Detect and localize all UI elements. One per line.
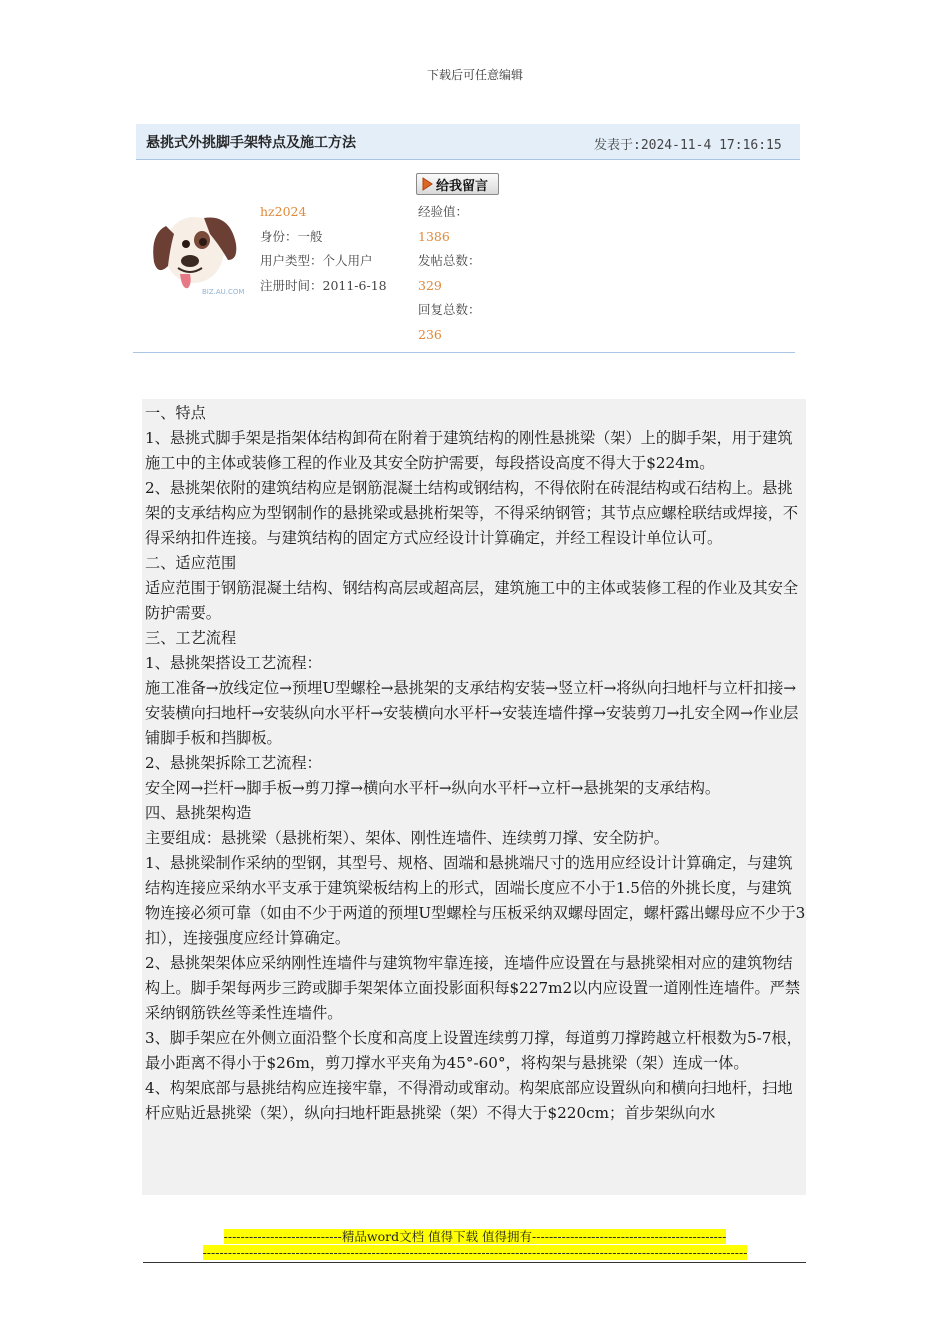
replies-value: 236 [418,326,442,342]
arrow-right-icon [421,177,433,191]
footer-dashes-text: --------------------------------------------------------------------------------------------------------------------------------- [202,1245,748,1260]
paragraph: 1、悬挑梁制作采纳的型钢，其型号、规格、固端和悬挑端尺寸的选用应经设计计算确定，与建筑结构连接应采纳水平支承于建筑梁板结构上的形式，固端长度应不小于1.5倍的外挑长度，与建筑物连接必须可靠（如由不少于两道的预埋U型螺栓与压板采纳双螺母固定，螺杆露出螺母应不少于3扣），连接强度应经计算确定。 [145,854,806,947]
section-heading: 二、适应范围 [145,554,237,572]
user-stats [418,200,508,347]
article-body [142,399,806,1195]
posts-label: 发帖总数： [418,253,481,268]
paragraph: 3、脚手架应在外侧立面沿整个长度和高度上设置连续剪刀撑，每道剪刀撑跨越立杆根数为5-7根，最小距离不得小于$26m，剪刀撑水平夹角为45°-60°，将构架与悬挑梁（架）连成一体。 [145,1029,802,1072]
section-heading: 四、悬挑架构造 [145,804,252,822]
user-registered: 注册时间：2011-6-18 [260,277,387,293]
paragraph: 安全网→拦杆→脚手板→剪刀撑→横向水平杆→纵向水平杆→立杆→悬挑架的支承结构。 [145,779,721,797]
paragraph: 2、悬挑架拆除工艺流程： [145,754,322,772]
avatar-watermark: BIZ.AU.COM [202,288,245,296]
post-title: 悬挑式外挑脚手架特点及施工方法 [146,134,356,151]
leave-message-label: 给我留言 [436,178,489,194]
posts-value: 329 [418,277,442,293]
post-date: 发表于:2024-11-4 17:16:15 [594,138,782,153]
header-divider [133,352,795,353]
user-identity: 身份：一般 [260,228,323,244]
leave-message-button[interactable] [416,173,499,195]
section-heading: 三、工艺流程 [145,629,237,647]
paragraph: 施工准备→放线定位→预埋U型螺栓→悬挑架的支承结构安装→竖立杆→将纵向扫地杆与立杆扣接→安装横向扫地杆→安装纵向水平杆→安装横向水平杆→安装连墙件撑→安装剪刀→扎安全网→作业层铺脚手板和挡脚板。 [145,679,799,747]
user-info [260,200,400,298]
footer-rule [143,1262,806,1263]
footer-banner-text: ----------------------------精品word文档 值得下载 值得拥有---------------------------------------------- [223,1229,727,1244]
paragraph: 主要组成：悬挑梁（悬挑桁架）、架体、刚性连墙件、连续剪刀撑、安全防护。 [145,829,669,847]
paragraph: 适应范围于钢筋混凝土结构、钢结构高层或超高层，建筑施工中的主体或装修工程的作业及其安全防护需要。 [145,579,799,622]
paragraph: 4、构架底部与悬挑结构应连接牢靠，不得滑动或窜动。构架底部应设置纵向和横向扫地杆，扫地杆应贴近悬挑梁（架），纵向扫地杆距悬挑梁（架）不得大于$220cm；首步架纵向水 [145,1079,793,1122]
avatar[interactable] [144,204,245,300]
paragraph: 1、悬挑式脚手架是指架体结构卸荷在附着于建筑结构的刚性悬挑梁（架）上的脚手架，用于建筑施工中的主体或装修工程的作业及其安全防护需要，每段搭设高度不得大于$224m。 [145,429,793,472]
exp-label: 经验值： [418,204,469,219]
footer-banner [0,1229,950,1245]
download-note: 下载后可任意编辑 [426,68,523,82]
post-header [136,124,800,160]
footer-dashes [0,1245,950,1261]
paragraph: 2、悬挑架依附的建筑结构应是钢筋混凝土结构或钢结构，不得依附在砖混结构或石结构上。悬挑架的支承结构应为型钢制作的悬挑梁或悬挑桁架等，不得采纳钢管；其节点应螺栓联结或焊接，不得采纳扣件连接。与建筑结构的固定方式应经设计计算确定，并经工程设计单位认可。 [145,479,799,547]
paragraph: 2、悬挑架架体应采纳刚性连墙件与建筑物牢靠连接，连墙件应设置在与悬挑梁相对应的建筑物结构上。脚手架每两步三跨或脚手架架体立面投影面积每$227m2以内应设置一道刚性连墙件。严禁采纳钢筋铁丝等柔性连墙件。 [145,954,801,1022]
section-heading: 一、特点 [145,404,206,422]
replies-label: 回复总数： [418,302,481,317]
user-type: 用户类型：个人用户 [260,253,373,268]
paragraph: 1、悬挑架搭设工艺流程： [145,654,322,672]
username[interactable]: hz2024 [260,204,307,219]
dog-avatar-icon [144,204,245,300]
exp-value: 1386 [418,228,450,244]
